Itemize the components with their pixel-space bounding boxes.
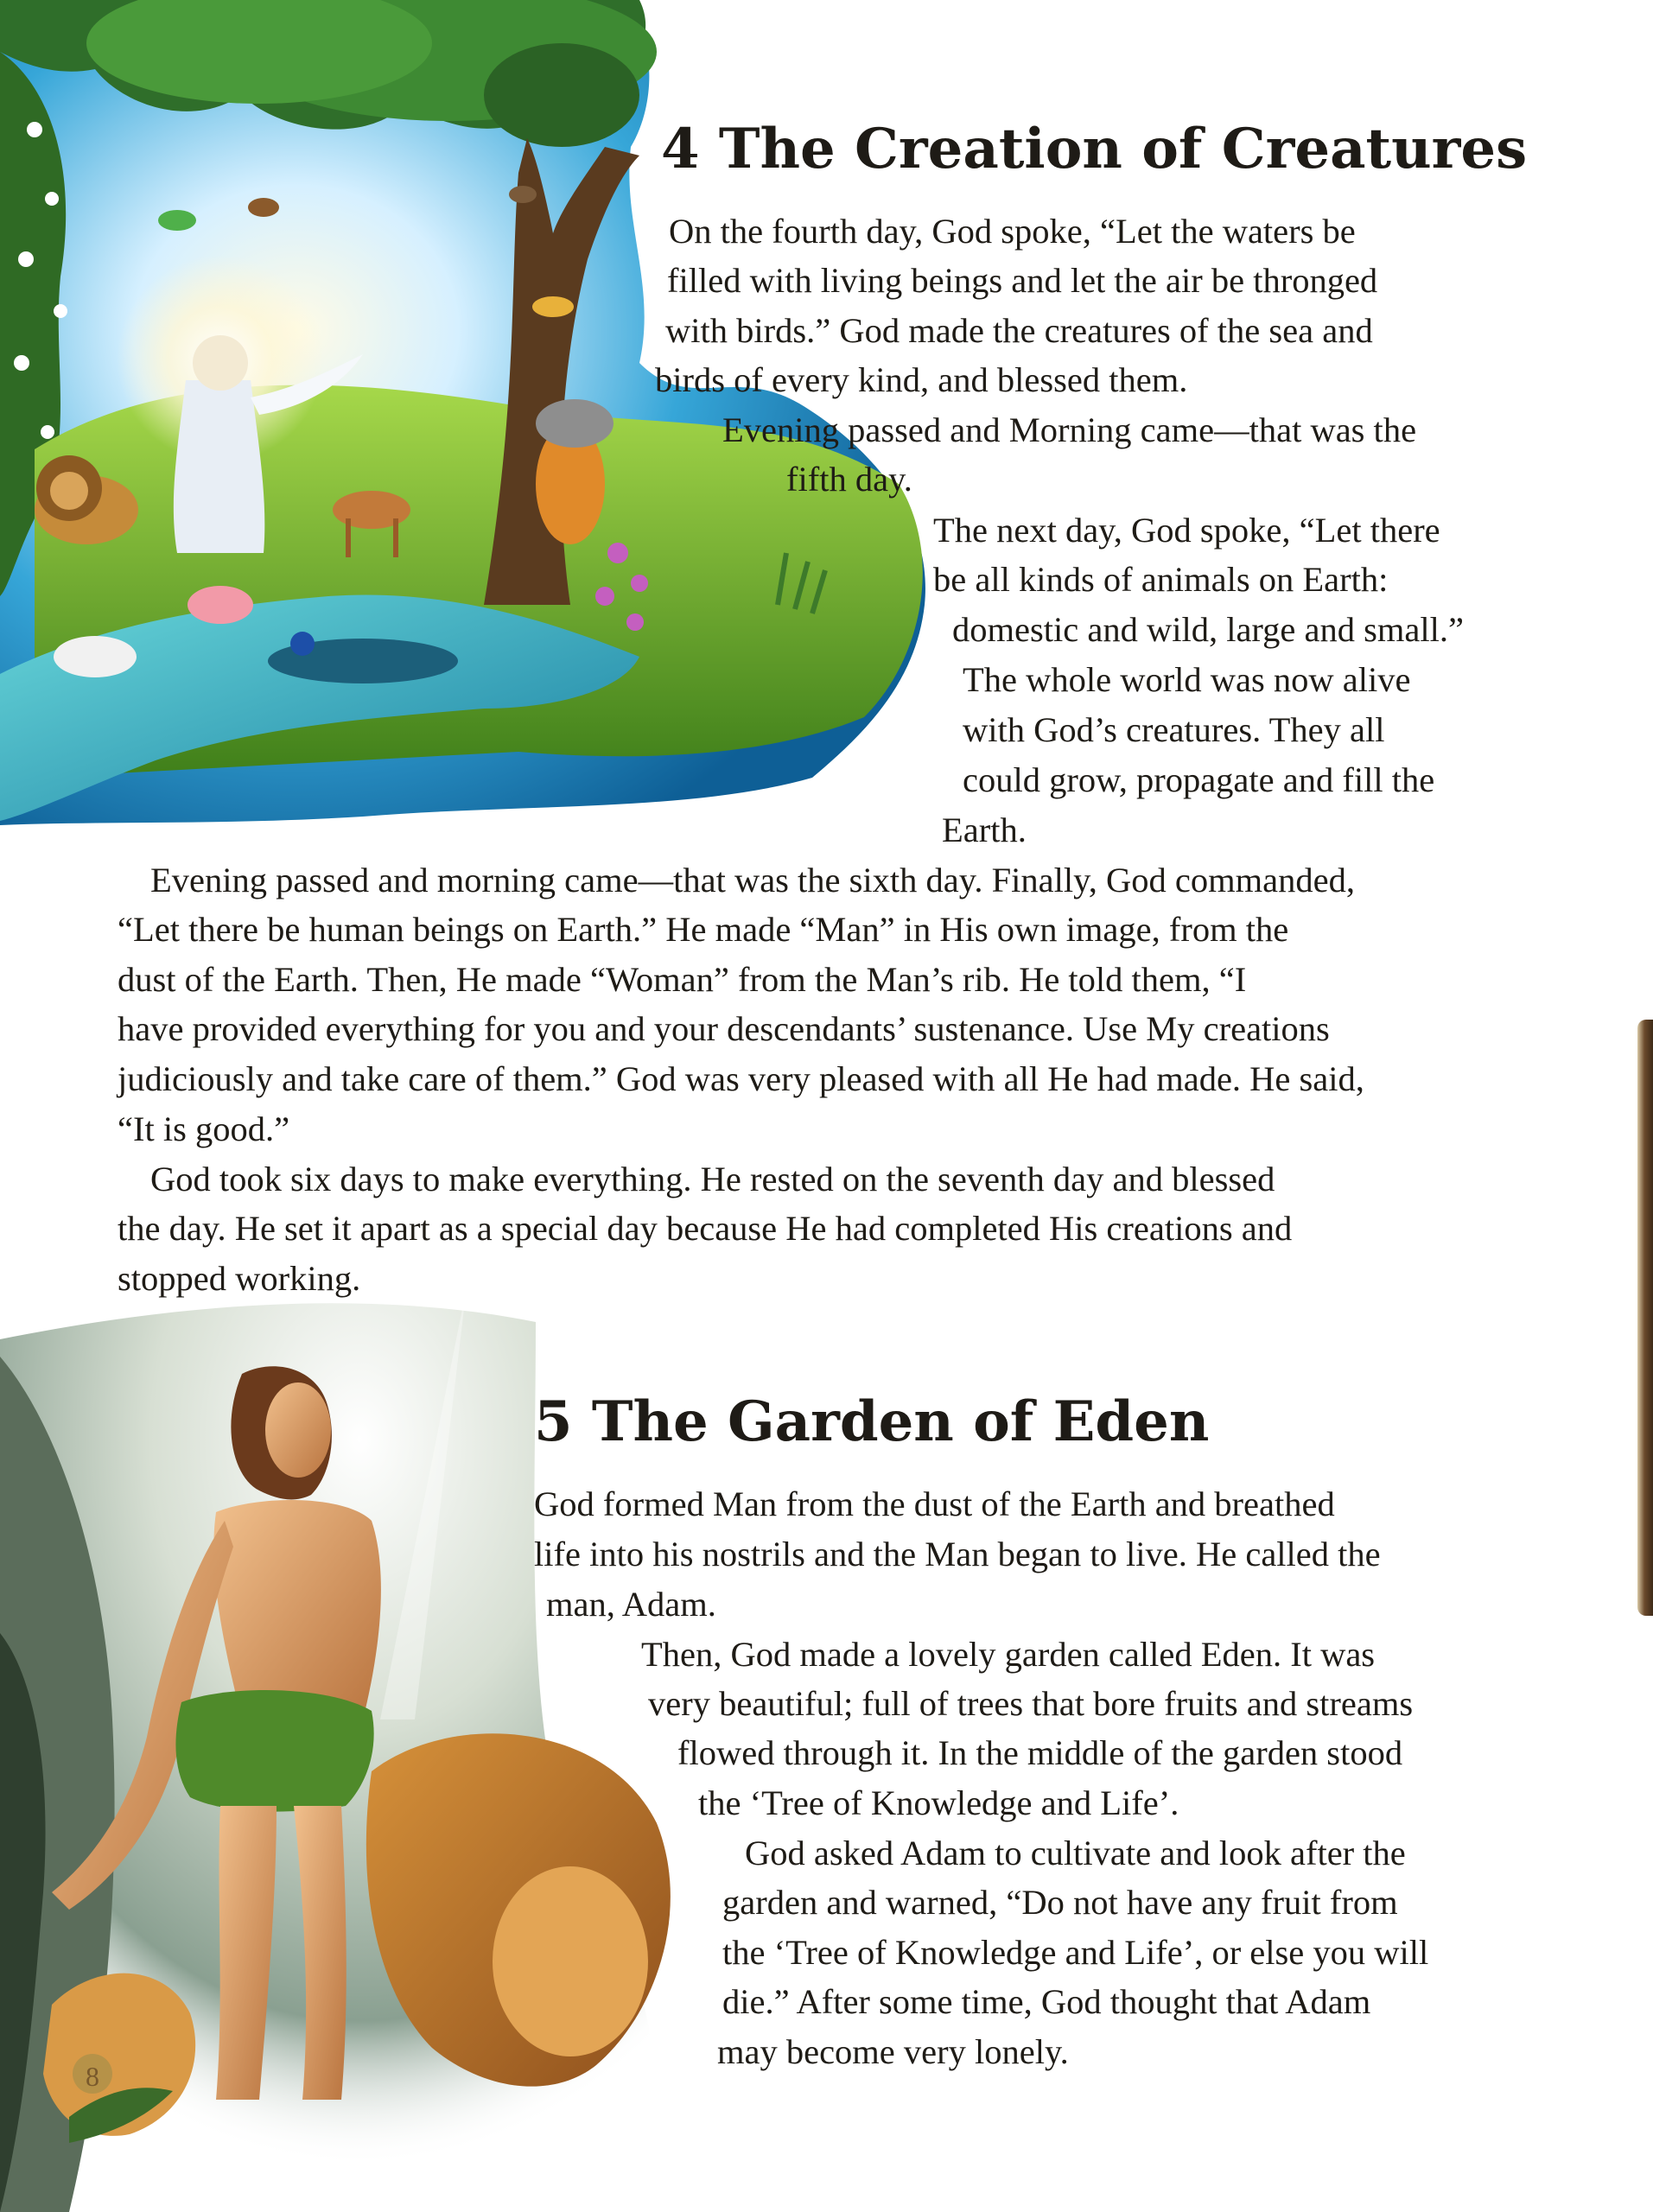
- text-line: with God’s creatures. They all: [963, 710, 1385, 749]
- text-line: judiciously and take care of them.” God was very pleased with all He had made. He said,: [118, 1059, 1364, 1098]
- text-line: The whole world was now alive: [963, 660, 1411, 699]
- text-line: be all kinds of animals on Earth:: [933, 560, 1389, 599]
- text-line: Earth.: [942, 810, 1027, 849]
- text-line: God formed Man from the dust of the Earth and breathed: [534, 1484, 1335, 1523]
- text-line: with birds.” God made the creatures of the sea and: [665, 311, 1373, 350]
- text-line: domestic and wild, large and small.”: [952, 610, 1464, 649]
- text-line: On the fourth day, God spoke, “Let the waters be: [669, 212, 1356, 251]
- text-line: very beautiful; full of trees that bore fruits and streams: [648, 1684, 1414, 1723]
- text-line: die.” After some time, God thought that Adam: [722, 1982, 1371, 2021]
- text-line: Evening passed and morning came—that was the sixth day. Finally, God commanded,: [150, 861, 1355, 899]
- text-line: could grow, propagate and fill the: [963, 760, 1435, 799]
- text-line: God asked Adam to cultivate and look after the: [745, 1834, 1406, 1872]
- text-line: Evening passed and Morning came—that was the: [722, 410, 1417, 449]
- section-title-garden-of-eden: 5 The Garden of Eden: [534, 1389, 1210, 1454]
- text-line: have provided everything for you and your descendants’ sustenance. Use My creations: [118, 1009, 1330, 1048]
- text-line: filled with living beings and let the air be thronged: [667, 261, 1378, 300]
- text-line: The next day, God spoke, “Let there: [933, 511, 1440, 550]
- page-number-label: 8: [86, 2061, 99, 2092]
- text-line: the ‘Tree of Knowledge and Life’.: [698, 1783, 1179, 1822]
- section-title-creation-of-creatures: 4 The Creation of Creatures: [661, 117, 1528, 181]
- text-line: birds of every kind, and blessed them.: [655, 360, 1188, 399]
- text-line: “It is good.”: [118, 1109, 290, 1148]
- text-line: Then, God made a lovely garden called Eden. It was: [641, 1635, 1376, 1674]
- text-line: man, Adam.: [546, 1585, 716, 1624]
- text-line: fifth day.: [786, 460, 912, 499]
- text-line: stopped working.: [118, 1259, 361, 1298]
- book-page-edge: [1637, 1020, 1653, 1616]
- page-number: [73, 2054, 112, 2094]
- text-line: garden and warned, “Do not have any fruit from: [722, 1883, 1398, 1922]
- text-line: life into his nostrils and the Man began to live. He called the: [534, 1535, 1381, 1573]
- text-line: the day. He set it apart as a special day because He had completed His creations and: [118, 1209, 1293, 1248]
- text-line: may become very lonely.: [717, 2032, 1069, 2071]
- text-line: God took six days to make everything. He rested on the seventh day and blessed: [150, 1160, 1275, 1198]
- text-line: “Let there be human beings on Earth.” He made “Man” in His own image, from the: [118, 910, 1289, 949]
- text-line: flowed through it. In the middle of the garden stood: [677, 1733, 1403, 1772]
- text-line: the ‘Tree of Knowledge and Life’, or else you will: [722, 1933, 1429, 1972]
- text-line: dust of the Earth. Then, He made “Woman” from the Man’s rib. He told them, “I: [118, 960, 1247, 999]
